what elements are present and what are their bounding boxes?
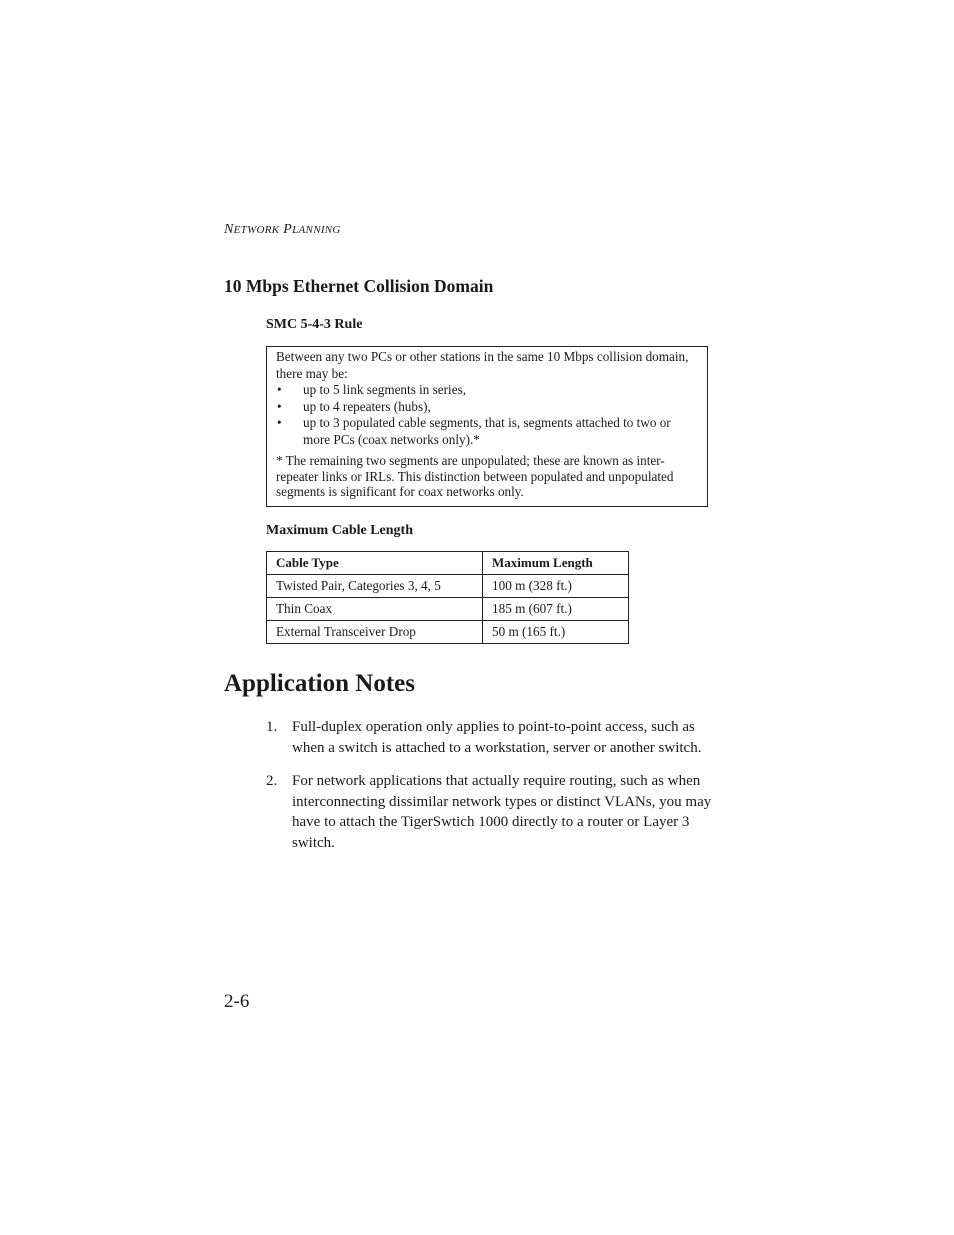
- table-cell: 100 m (328 ft.): [483, 575, 629, 598]
- table-cell: 50 m (165 ft.): [483, 621, 629, 644]
- note-text: Full-duplex operation only applies to point-to-point access, such as when a switch is attached to a workstation, server or another switch.: [292, 719, 702, 756]
- list-item-text: up to 4 repeaters (hubs),: [303, 398, 431, 414]
- header-rest-network: ETWORK: [233, 224, 280, 236]
- list-item: [276, 415, 698, 448]
- rule-footnote: * The remaining two segments are unpopulated; these are known as inter-repeater links or IRLs. This distinction between populated and unpopulated segments is significant for coax networks only.: [276, 453, 674, 499]
- application-notes-title: Application Notes: [224, 670, 415, 697]
- column-header-cable-type: Cable Type: [267, 552, 483, 575]
- cable-table-title: Maximum Cable Length: [266, 523, 413, 538]
- list-item: [266, 771, 716, 853]
- header-rest-planning: LANNING: [292, 224, 341, 236]
- table-cell: 185 m (607 ft.): [483, 598, 629, 621]
- note-text: For network applications that actually require routing, such as when interconnecting dissimilar network types or distinct VLANs, you may have to attach the TigerSwtich 1000 directly to a router or Layer 3 switch.: [292, 773, 712, 851]
- rule-list: [276, 382, 698, 448]
- rule-title: SMC 5-4-3 Rule: [266, 317, 363, 332]
- header-initial-n: N: [224, 222, 234, 237]
- note-number: 1.: [266, 719, 278, 735]
- application-notes-list: [266, 717, 716, 866]
- table-row: [267, 598, 629, 621]
- section-title: 10 Mbps Ethernet Collision Domain: [224, 276, 494, 296]
- bullet-icon: •: [277, 398, 282, 414]
- table-cell: External Transceiver Drop: [267, 621, 483, 644]
- note-number: 2.: [266, 773, 278, 789]
- rule-box: [266, 346, 708, 507]
- table-row: [267, 575, 629, 598]
- bullet-icon: •: [277, 382, 282, 397]
- bullet-icon: •: [277, 415, 282, 430]
- cable-length-table: [266, 551, 629, 644]
- table-header-row: [267, 552, 629, 575]
- list-item-text: up to 5 link segments in series,: [303, 382, 466, 397]
- column-header-maximum-length: Maximum Length: [483, 552, 629, 575]
- rule-intro: Between any two PCs or other stations in the same 10 Mbps collision domain, there may be:: [276, 349, 689, 381]
- list-item: [276, 399, 698, 416]
- list-item: [276, 382, 698, 399]
- table-row: [267, 621, 629, 644]
- list-item-text: up to 3 populated cable segments, that is, segments attached to two or more PCs (coax networks only).*: [303, 415, 671, 447]
- list-item: [266, 717, 716, 758]
- running-header: [224, 222, 341, 238]
- page-number: 2-6: [224, 991, 250, 1012]
- table-cell: Thin Coax: [267, 598, 483, 621]
- header-initial-p: P: [283, 222, 293, 237]
- table-cell: Twisted Pair, Categories 3, 4, 5: [267, 575, 483, 598]
